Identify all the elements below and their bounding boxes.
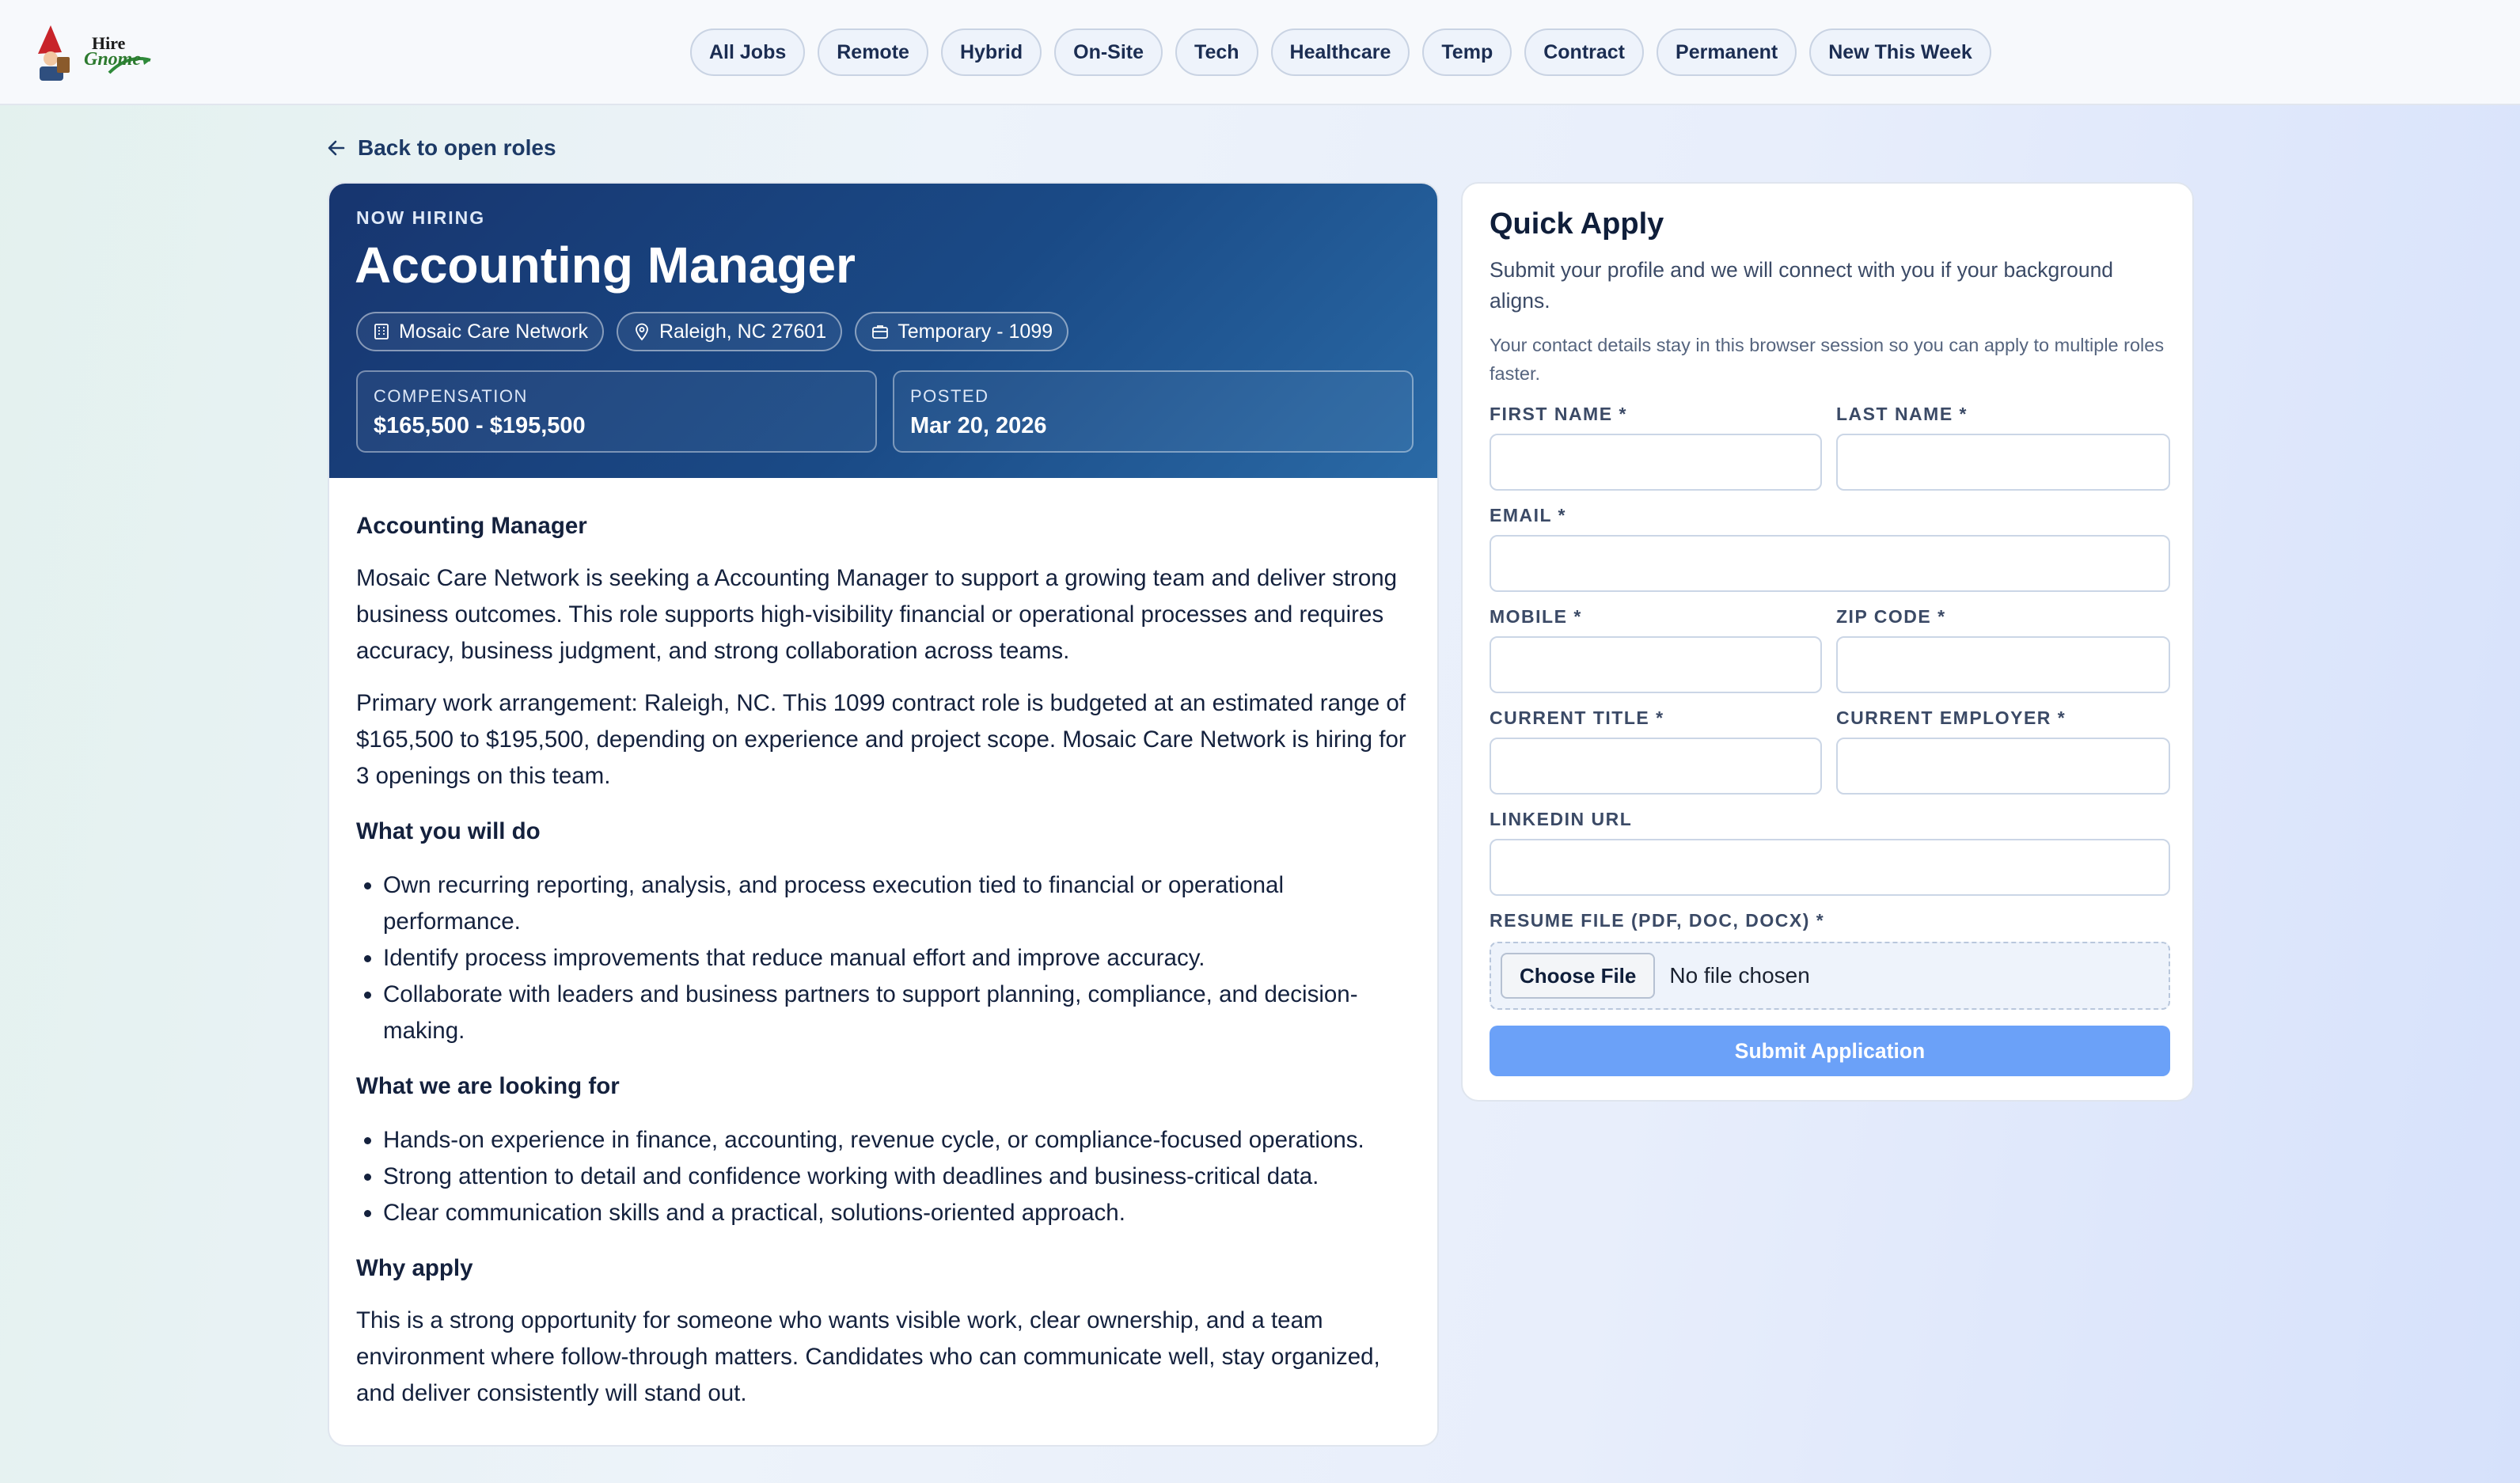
quick-apply-note: Your contact details stay in this browser session so you can apply to multiple roles faster. [1490, 335, 2165, 384]
section-what-you-will-do: What you will do [356, 818, 541, 844]
first-name-label: FIRST NAME * [1490, 404, 1627, 424]
posted-box [893, 370, 1414, 453]
job-detail-card [328, 182, 1439, 1447]
requirements-list [356, 1122, 1417, 1231]
nav-permanent[interactable]: Permanent [1657, 28, 1797, 76]
compensation-box [356, 370, 877, 453]
nav-all-jobs[interactable]: All Jobs [690, 28, 805, 76]
description-heading: Accounting Manager [356, 513, 587, 539]
resume-file-label: RESUME FILE (PDF, DOC, DOCX) * [1490, 910, 1825, 931]
nav-new-this-week[interactable]: New This Week [1809, 28, 1991, 76]
back-to-open-roles-link[interactable] [326, 135, 556, 161]
current-employer-input[interactable] [1836, 738, 2170, 795]
job-description [356, 508, 1417, 1412]
top-bar [0, 0, 2520, 105]
logo-text-bottom: Gnome [84, 49, 141, 70]
linkedin-url-label: LINKEDIN URL [1490, 809, 1633, 829]
section-why-apply: Why apply [356, 1255, 473, 1281]
job-meta-chips [356, 312, 1068, 351]
email-input[interactable] [1490, 535, 2170, 592]
posted-label: POSTED [910, 386, 989, 406]
current-title-label: CURRENT TITLE * [1490, 707, 1664, 728]
email-label: EMAIL * [1490, 505, 1566, 525]
hire-gnome-logo[interactable] [33, 22, 152, 82]
nav-remote[interactable]: Remote [818, 28, 928, 76]
zip-code-label: ZIP CODE * [1836, 606, 1946, 627]
nav-temp[interactable]: Temp [1422, 28, 1512, 76]
job-title: Accounting Manager [355, 237, 856, 294]
job-type: Temporary - 1099 [898, 320, 1053, 343]
nav-contract[interactable]: Contract [1524, 28, 1644, 76]
current-employer-label: CURRENT EMPLOYER * [1836, 707, 2066, 728]
current-title-input[interactable] [1490, 738, 1822, 795]
quick-apply-intro: Submit your profile and we will connect with you if your background aligns. [1490, 258, 2114, 313]
quick-apply-title: Quick Apply [1490, 207, 1664, 241]
company-chip [356, 312, 604, 351]
list-item: • Hands-on experience in finance, accounting, revenue cycle, or compliance-focused operations. [383, 1122, 1417, 1159]
nav-healthcare[interactable]: Healthcare [1271, 28, 1410, 76]
description-paragraph-1: Mosaic Care Network is seeking a Accounting Manager to support a growing team and deliver strong business outcomes. This role supports high-visibility financial or operational processes and requires accuracy, business judgment, and strong collaboration across teams. [356, 565, 1398, 664]
description-paragraph-2: Primary work arrangement: Raleigh, NC. This 1099 contract role is budgeted at an estimated range of $165,500 to $195,500, depending on experience and project scope. Mosaic Care Network is hiring for 3 openings on this team. [356, 690, 1406, 789]
list-item: • Own recurring reporting, analysis, and process execution tied to financial or operational performance. [383, 867, 1417, 940]
job-location: Raleigh, NC 27601 [658, 320, 827, 343]
briefcase-icon [871, 322, 890, 341]
linkedin-url-input[interactable] [1490, 839, 2170, 896]
quick-apply-card [1461, 182, 2194, 1102]
logo-text-top: Hire [92, 33, 126, 53]
compensation-label: COMPENSATION [374, 386, 528, 406]
responsibilities-list [356, 867, 1417, 1049]
section-what-we-are-looking-for: What we are looking for [356, 1073, 620, 1099]
job-type-chip [855, 312, 1068, 351]
file-status-text: No file chosen [1669, 963, 1810, 988]
now-hiring-label: NOW HIRING [356, 207, 486, 228]
list-item: • Collaborate with leaders and business partners to support planning, compliance, and decision-making. [383, 977, 1417, 1049]
company-name: Mosaic Care Network [399, 320, 588, 343]
submit-application-button[interactable]: Submit Application [1490, 1026, 2170, 1076]
nav-hybrid[interactable]: Hybrid [941, 28, 1042, 76]
arrow-left-icon [326, 138, 347, 158]
map-pin-icon [632, 322, 651, 341]
building-icon [372, 322, 391, 341]
resume-file-input[interactable] [1490, 942, 2170, 1010]
mobile-label: MOBILE * [1490, 606, 1582, 627]
list-item: • Strong attention to detail and confidence working with deadlines and business-critical data. [383, 1159, 1417, 1195]
description-paragraph-3: This is a strong opportunity for someone who wants visible work, clear ownership, and a team environment where follow-through matters. Candidates who can communicate well, stay organized, and deliver consistently will stand out. [356, 1307, 1380, 1406]
back-link-label: Back to open roles [358, 135, 556, 160]
nav-on-site[interactable]: On-Site [1054, 28, 1163, 76]
job-hero [329, 184, 1437, 478]
compensation-value: $165,500 - $195,500 [374, 413, 586, 438]
last-name-input[interactable] [1836, 434, 2170, 491]
choose-file-button[interactable]: Choose File [1501, 953, 1655, 999]
zip-code-input[interactable] [1836, 636, 2170, 693]
nav-tech[interactable]: Tech [1175, 28, 1258, 76]
list-item: • Identify process improvements that reduce manual effort and improve accuracy. [383, 940, 1417, 977]
category-nav [690, 28, 1991, 76]
list-item: • Clear communication skills and a practical, solutions-oriented approach. [383, 1195, 1417, 1231]
last-name-label: LAST NAME * [1836, 404, 1968, 424]
posted-value: Mar 20, 2026 [910, 413, 1047, 438]
mobile-input[interactable] [1490, 636, 1822, 693]
location-chip [617, 312, 842, 351]
first-name-input[interactable] [1490, 434, 1822, 491]
